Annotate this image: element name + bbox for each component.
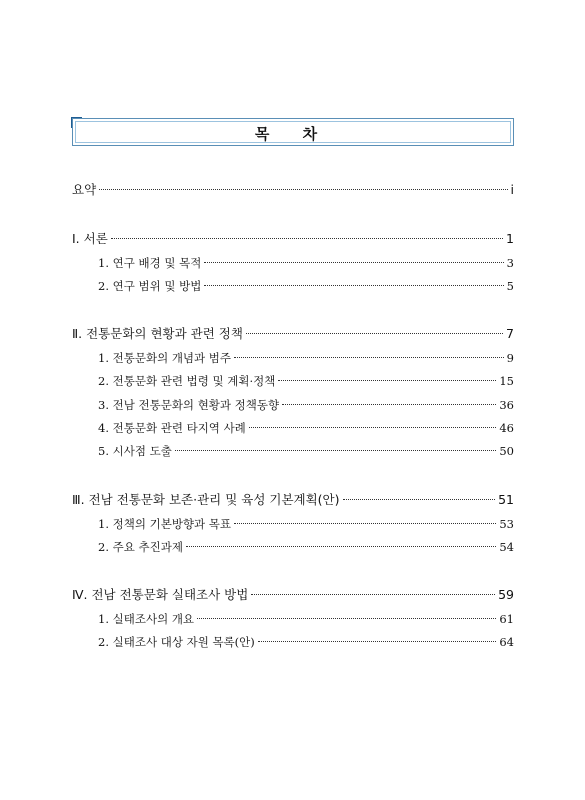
dot-leader [175,449,497,451]
toc-entry-label: 2. 연구 범위 및 방법 [98,279,202,293]
toc-entry-label: 1. 실태조사의 개요 [98,612,195,626]
toc-entry-label: 4. 전통문화 관련 타지역 사례 [98,421,246,435]
toc-section[interactable] [98,373,514,391]
toc-entry-page: 46 [499,421,514,435]
dot-leader [258,640,497,642]
toc-chapter-3[interactable] [72,490,514,508]
dot-leader [234,356,504,358]
toc-chapter-2[interactable] [72,324,514,342]
toc-entry-label: 2. 실태조사 대상 자원 목록(안) [98,635,255,649]
toc-entry-page: 50 [499,444,514,458]
dot-leader [204,284,503,286]
toc-entry-page: 54 [499,540,514,554]
toc-section[interactable] [98,634,514,652]
toc-section[interactable] [98,443,514,461]
toc-chapter-4[interactable] [72,585,514,603]
dot-leader [111,237,503,239]
toc-section[interactable] [98,255,514,273]
toc-entry-page: 53 [499,517,514,531]
dot-leader [251,593,495,595]
toc-entry-label: 1. 정책의 기본방향과 목표 [98,517,232,531]
toc-section[interactable] [98,516,514,534]
dot-leader [343,498,496,500]
toc-entry-label: 5. 시사점 도출 [98,444,172,458]
toc-entry-page: 64 [499,635,514,649]
toc-chapter-1[interactable] [72,229,514,247]
toc-title: 목 차 [254,125,332,143]
toc-entry-label: 1. 연구 배경 및 목적 [98,256,202,270]
toc-entry-page: 7 [506,326,514,341]
dot-leader [197,617,496,619]
toc-entry-page: 3 [506,256,514,270]
dot-leader [278,379,496,381]
toc-section[interactable] [98,539,514,557]
toc-entry-page: 9 [506,351,514,365]
toc-entry-page: 59 [498,587,514,602]
toc-section[interactable] [98,350,514,368]
dot-leader [246,332,503,334]
toc-entry-label: Ⅲ. 전남 전통문화 보존·관리 및 육성 기본계획(안) [72,492,340,507]
toc-entry-label: 3. 전남 전통문화의 현황과 정책동향 [98,398,280,412]
dot-leader [204,261,503,263]
toc-section[interactable] [98,397,514,415]
toc-entry-page: 15 [499,374,514,388]
toc-entry-label: 2. 주요 추진과제 [98,540,183,554]
dot-leader [186,545,496,547]
toc-entry-label: 2. 전통문화 관련 법령 및 계획·정책 [98,374,276,388]
dot-leader [234,522,496,524]
toc-section[interactable] [98,278,514,296]
toc-entry-summary[interactable] [72,180,514,198]
toc-entry-page: 61 [499,612,514,626]
toc-entry-label: 요약 [72,182,97,197]
toc-section[interactable] [98,611,514,629]
toc-entry-label: 1. 전통문화의 개념과 범주 [98,351,232,365]
toc-entry-label: Ⅱ. 전통문화의 현황과 관련 정책 [72,326,243,341]
toc-entry-page: 51 [498,492,514,507]
toc-entry-page: 5 [506,279,514,293]
toc-entry-label: Ⅰ. 서론 [72,231,108,246]
toc-entry-label: Ⅳ. 전남 전통문화 실태조사 방법 [72,587,249,602]
toc-section[interactable] [98,420,514,438]
dot-leader [99,188,507,190]
dot-leader [249,426,497,428]
toc-title-box [72,118,514,146]
toc-entry-page: i [510,182,514,197]
dot-leader [282,403,496,405]
toc-entry-page: 1 [506,231,514,246]
toc-entry-page: 36 [499,398,514,412]
